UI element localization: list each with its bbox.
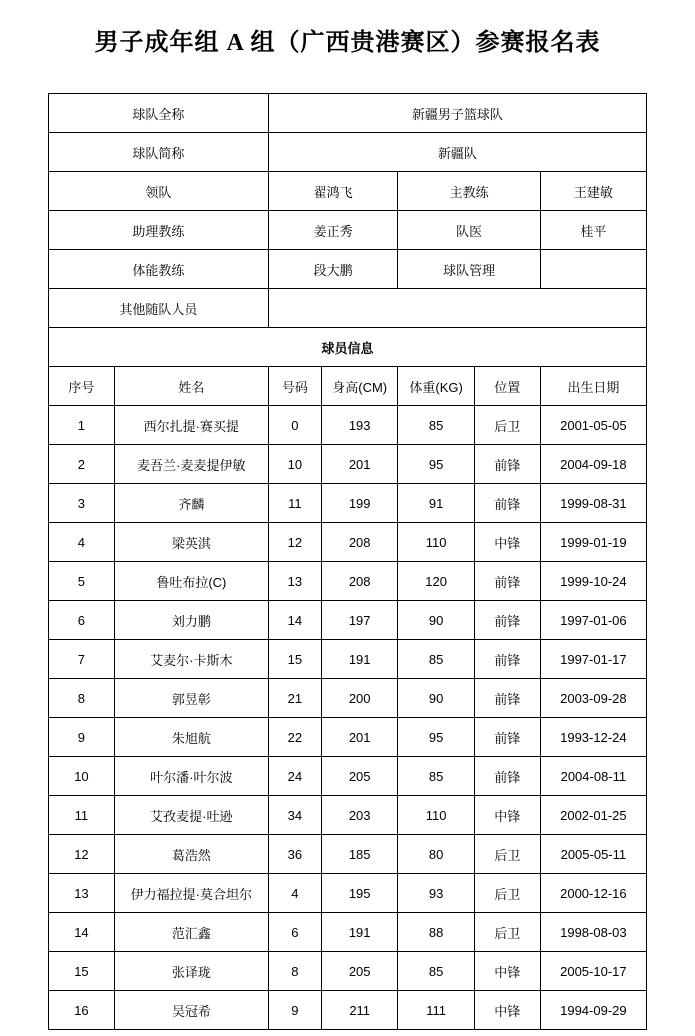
document-page bbox=[0, 28, 695, 1036]
cell-height: 201 bbox=[321, 445, 397, 484]
cell-weight: 110 bbox=[398, 796, 474, 835]
cell-position: 前锋 bbox=[474, 445, 540, 484]
cell-height: 185 bbox=[321, 835, 397, 874]
table-row bbox=[49, 952, 647, 991]
cell-index: 5 bbox=[49, 562, 115, 601]
cell-weight: 85 bbox=[398, 757, 474, 796]
cell-position: 后卫 bbox=[474, 913, 540, 952]
cell-name: 艾孜麦提·吐逊 bbox=[114, 796, 268, 835]
cell-height: 197 bbox=[321, 601, 397, 640]
table-row-other-staff bbox=[49, 289, 647, 328]
label-head-coach: 主教练 bbox=[398, 172, 540, 211]
cell-name: 梁英淇 bbox=[114, 523, 268, 562]
table-row bbox=[49, 523, 647, 562]
value-full-name: 新疆男子篮球队 bbox=[268, 94, 646, 133]
value-team-doctor: 桂平 bbox=[540, 211, 646, 250]
cell-index: 2 bbox=[49, 445, 115, 484]
cell-weight: 95 bbox=[398, 445, 474, 484]
page-title: 男子成年组 A 组（广西贵港赛区）参赛报名表 bbox=[94, 30, 601, 56]
cell-dob: 2005-10-17 bbox=[540, 952, 646, 991]
cell-height: 191 bbox=[321, 913, 397, 952]
cell-height: 201 bbox=[321, 718, 397, 757]
table-row bbox=[49, 757, 647, 796]
cell-position: 前锋 bbox=[474, 757, 540, 796]
cell-name: 朱旭航 bbox=[114, 718, 268, 757]
cell-weight: 110 bbox=[398, 523, 474, 562]
cell-name: 范汇鑫 bbox=[114, 913, 268, 952]
cell-dob: 2002-01-25 bbox=[540, 796, 646, 835]
cell-number: 14 bbox=[268, 601, 321, 640]
cell-number: 0 bbox=[268, 406, 321, 445]
cell-weight: 90 bbox=[398, 679, 474, 718]
cell-height: 203 bbox=[321, 796, 397, 835]
cell-dob: 1997-01-17 bbox=[540, 640, 646, 679]
cell-position: 中锋 bbox=[474, 523, 540, 562]
label-assistant-coach: 助理教练 bbox=[49, 211, 269, 250]
cell-weight: 91 bbox=[398, 484, 474, 523]
table-row bbox=[49, 406, 647, 445]
cell-height: 200 bbox=[321, 679, 397, 718]
cell-dob: 1997-01-06 bbox=[540, 601, 646, 640]
cell-height: 191 bbox=[321, 640, 397, 679]
cell-position: 后卫 bbox=[474, 874, 540, 913]
cell-position: 前锋 bbox=[474, 562, 540, 601]
cell-name: 吴冠希 bbox=[114, 991, 268, 1030]
cell-weight: 120 bbox=[398, 562, 474, 601]
cell-dob: 1994-09-29 bbox=[540, 991, 646, 1030]
cell-dob: 2004-08-11 bbox=[540, 757, 646, 796]
cell-number: 21 bbox=[268, 679, 321, 718]
cell-height: 211 bbox=[321, 991, 397, 1030]
cell-weight: 80 bbox=[398, 835, 474, 874]
table-row-assistant-coach bbox=[49, 211, 647, 250]
cell-number: 15 bbox=[268, 640, 321, 679]
cell-number: 22 bbox=[268, 718, 321, 757]
column-header-position: 位置 bbox=[474, 367, 540, 406]
cell-name: 张译珑 bbox=[114, 952, 268, 991]
table-row bbox=[49, 601, 647, 640]
cell-name: 艾麦尔·卡斯木 bbox=[114, 640, 268, 679]
table-row-full-name bbox=[49, 94, 647, 133]
cell-index: 3 bbox=[49, 484, 115, 523]
label-full-name: 球队全称 bbox=[49, 94, 269, 133]
cell-name: 刘力鹏 bbox=[114, 601, 268, 640]
cell-dob: 2005-05-11 bbox=[540, 835, 646, 874]
cell-position: 前锋 bbox=[474, 640, 540, 679]
label-team-doctor: 队医 bbox=[398, 211, 540, 250]
cell-weight: 111 bbox=[398, 991, 474, 1030]
cell-dob: 1999-10-24 bbox=[540, 562, 646, 601]
cell-name: 西尔扎提·赛买提 bbox=[114, 406, 268, 445]
label-fitness-coach: 体能教练 bbox=[49, 250, 269, 289]
value-leader: 翟鸿飞 bbox=[268, 172, 398, 211]
label-team-manager: 球队管理 bbox=[398, 250, 540, 289]
cell-height: 208 bbox=[321, 523, 397, 562]
cell-position: 后卫 bbox=[474, 406, 540, 445]
cell-name: 葛浩然 bbox=[114, 835, 268, 874]
cell-index: 1 bbox=[49, 406, 115, 445]
cell-index: 7 bbox=[49, 640, 115, 679]
cell-position: 中锋 bbox=[474, 952, 540, 991]
label-other-staff: 其他随队人员 bbox=[49, 289, 269, 328]
cell-index: 4 bbox=[49, 523, 115, 562]
column-header-height: 身高(CM) bbox=[321, 367, 397, 406]
value-team-manager bbox=[540, 250, 646, 289]
cell-position: 后卫 bbox=[474, 835, 540, 874]
value-other-staff bbox=[268, 289, 646, 328]
cell-height: 208 bbox=[321, 562, 397, 601]
value-short-name: 新疆队 bbox=[268, 133, 646, 172]
cell-index: 15 bbox=[49, 952, 115, 991]
cell-height: 205 bbox=[321, 952, 397, 991]
column-header-name: 姓名 bbox=[114, 367, 268, 406]
column-header-weight: 体重(KG) bbox=[398, 367, 474, 406]
cell-number: 8 bbox=[268, 952, 321, 991]
cell-index: 12 bbox=[49, 835, 115, 874]
cell-weight: 88 bbox=[398, 913, 474, 952]
table-row bbox=[49, 640, 647, 679]
cell-height: 199 bbox=[321, 484, 397, 523]
table-row-short-name bbox=[49, 133, 647, 172]
cell-name: 齐麟 bbox=[114, 484, 268, 523]
cell-weight: 90 bbox=[398, 601, 474, 640]
cell-position: 前锋 bbox=[474, 718, 540, 757]
cell-dob: 2001-05-05 bbox=[540, 406, 646, 445]
cell-dob: 2003-09-28 bbox=[540, 679, 646, 718]
value-assistant-coach: 姜正秀 bbox=[268, 211, 398, 250]
cell-name: 麦吾兰·麦麦提伊敏 bbox=[114, 445, 268, 484]
cell-index: 9 bbox=[49, 718, 115, 757]
players-section-title: 球员信息 bbox=[49, 328, 647, 367]
table-row bbox=[49, 991, 647, 1030]
cell-name: 伊力福拉提·莫合坦尔 bbox=[114, 874, 268, 913]
cell-weight: 85 bbox=[398, 406, 474, 445]
table-row bbox=[49, 445, 647, 484]
cell-index: 11 bbox=[49, 796, 115, 835]
table-row bbox=[49, 718, 647, 757]
cell-height: 205 bbox=[321, 757, 397, 796]
column-header-dob: 出生日期 bbox=[540, 367, 646, 406]
cell-position: 中锋 bbox=[474, 796, 540, 835]
cell-dob: 1999-08-31 bbox=[540, 484, 646, 523]
cell-name: 郭昱彰 bbox=[114, 679, 268, 718]
table-row bbox=[49, 913, 647, 952]
cell-name: 鲁吐布拉(C) bbox=[114, 562, 268, 601]
table-row bbox=[49, 796, 647, 835]
column-header-number: 号码 bbox=[268, 367, 321, 406]
cell-number: 12 bbox=[268, 523, 321, 562]
cell-index: 14 bbox=[49, 913, 115, 952]
cell-position: 中锋 bbox=[474, 991, 540, 1030]
table-row bbox=[49, 874, 647, 913]
cell-index: 6 bbox=[49, 601, 115, 640]
table-row-leader bbox=[49, 172, 647, 211]
cell-height: 193 bbox=[321, 406, 397, 445]
cell-weight: 85 bbox=[398, 640, 474, 679]
cell-index: 8 bbox=[49, 679, 115, 718]
label-leader: 领队 bbox=[49, 172, 269, 211]
table-row bbox=[49, 484, 647, 523]
registration-table bbox=[48, 93, 647, 1030]
cell-weight: 93 bbox=[398, 874, 474, 913]
cell-number: 11 bbox=[268, 484, 321, 523]
cell-position: 前锋 bbox=[474, 484, 540, 523]
cell-height: 195 bbox=[321, 874, 397, 913]
cell-number: 34 bbox=[268, 796, 321, 835]
cell-dob: 2004-09-18 bbox=[540, 445, 646, 484]
cell-dob: 1998-08-03 bbox=[540, 913, 646, 952]
table-row-players-section-title bbox=[49, 328, 647, 367]
cell-position: 前锋 bbox=[474, 601, 540, 640]
cell-number: 36 bbox=[268, 835, 321, 874]
cell-number: 6 bbox=[268, 913, 321, 952]
cell-number: 13 bbox=[268, 562, 321, 601]
cell-number: 24 bbox=[268, 757, 321, 796]
table-header-row bbox=[49, 367, 647, 406]
cell-dob: 1999-01-19 bbox=[540, 523, 646, 562]
cell-dob: 2000-12-16 bbox=[540, 874, 646, 913]
table-row-fitness-coach bbox=[49, 250, 647, 289]
cell-index: 10 bbox=[49, 757, 115, 796]
cell-index: 16 bbox=[49, 991, 115, 1030]
value-head-coach: 王建敏 bbox=[540, 172, 646, 211]
column-header-index: 序号 bbox=[49, 367, 115, 406]
table-row bbox=[49, 679, 647, 718]
cell-name: 叶尔潘·叶尔波 bbox=[114, 757, 268, 796]
cell-weight: 85 bbox=[398, 952, 474, 991]
cell-number: 4 bbox=[268, 874, 321, 913]
cell-index: 13 bbox=[49, 874, 115, 913]
table-row bbox=[49, 835, 647, 874]
table-row bbox=[49, 562, 647, 601]
cell-number: 10 bbox=[268, 445, 321, 484]
cell-position: 前锋 bbox=[474, 679, 540, 718]
cell-dob: 1993-12-24 bbox=[540, 718, 646, 757]
cell-number: 9 bbox=[268, 991, 321, 1030]
cell-weight: 95 bbox=[398, 718, 474, 757]
label-short-name: 球队简称 bbox=[49, 133, 269, 172]
value-fitness-coach: 段大鹏 bbox=[268, 250, 398, 289]
